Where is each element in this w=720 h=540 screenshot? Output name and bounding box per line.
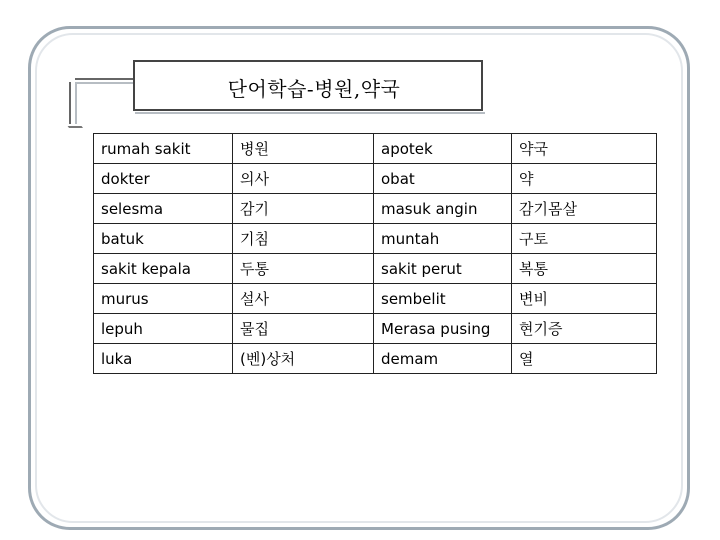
korean-term: 열 <box>512 344 657 374</box>
indonesian-term: demam <box>374 344 512 374</box>
indonesian-term: apotek <box>374 134 512 164</box>
title-shadow <box>135 112 485 114</box>
korean-term: 두통 <box>233 254 374 284</box>
korean-term: 감기몸살 <box>512 194 657 224</box>
table-row <box>94 284 657 314</box>
title-box <box>133 60 483 111</box>
indonesian-term: Merasa pusing <box>374 314 512 344</box>
page-title: 단어학습-병원,약국 <box>227 77 401 101</box>
indonesian-term: murus <box>94 284 233 314</box>
table-row <box>94 254 657 284</box>
korean-term: 약 <box>512 164 657 194</box>
table-row <box>94 344 657 374</box>
indonesian-term: sakit kepala <box>94 254 233 284</box>
indonesian-term: rumah sakit <box>94 134 233 164</box>
table-row <box>94 194 657 224</box>
indonesian-term: sakit perut <box>374 254 512 284</box>
indonesian-term: luka <box>94 344 233 374</box>
indonesian-term: dokter <box>94 164 233 194</box>
vocabulary-table <box>93 133 657 374</box>
korean-term: 병원 <box>233 134 374 164</box>
indonesian-term: sembelit <box>374 284 512 314</box>
indonesian-term: selesma <box>94 194 233 224</box>
korean-term: 의사 <box>233 164 374 194</box>
korean-term: 물집 <box>233 314 374 344</box>
table-row <box>94 224 657 254</box>
korean-term: 설사 <box>233 284 374 314</box>
decorative-bracket-top <box>75 78 135 84</box>
korean-term: 약국 <box>512 134 657 164</box>
table-row <box>94 134 657 164</box>
indonesian-term: lepuh <box>94 314 233 344</box>
table-row <box>94 164 657 194</box>
korean-term: 변비 <box>512 284 657 314</box>
table-row <box>94 314 657 344</box>
korean-term: 감기 <box>233 194 374 224</box>
korean-term: 현기증 <box>512 314 657 344</box>
korean-term: 기침 <box>233 224 374 254</box>
indonesian-term: muntah <box>374 224 512 254</box>
indonesian-term: masuk angin <box>374 194 512 224</box>
indonesian-term: obat <box>374 164 512 194</box>
korean-term: (벤)상처 <box>233 344 374 374</box>
indonesian-term: batuk <box>94 224 233 254</box>
korean-term: 구토 <box>512 224 657 254</box>
korean-term: 복통 <box>512 254 657 284</box>
